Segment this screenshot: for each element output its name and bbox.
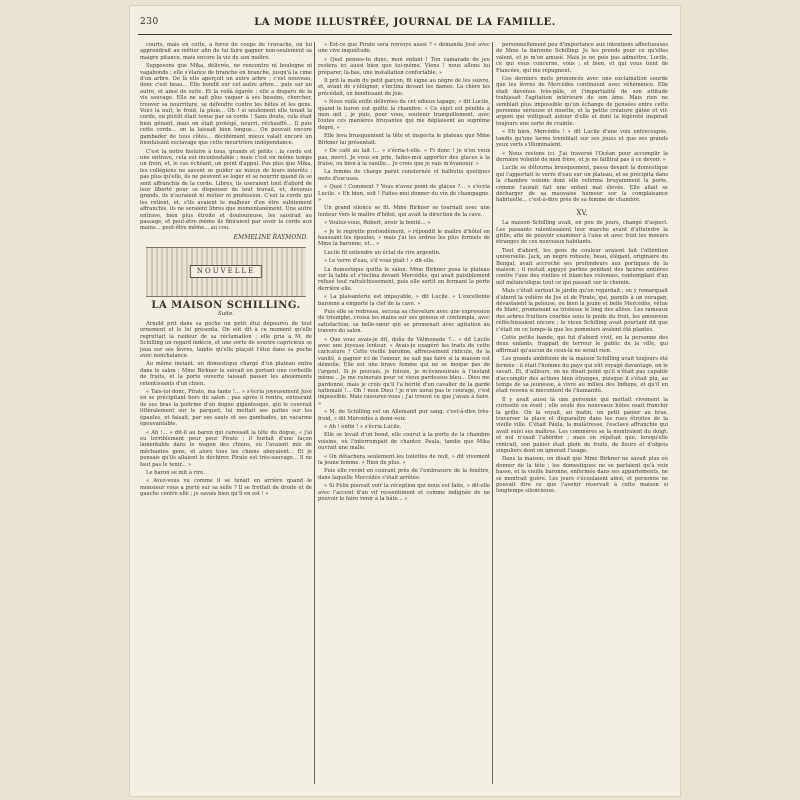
paragraph: « M. de Schilling est un Allemand pur sang, c'est-à-dire très-froid, » dit Mercédès à demi-voix.: [318, 409, 490, 422]
paragraph: Dans la maison, on disait que Mme Birkner ne savait plus où donner de la tête ; les domestiques ne se parlaient qu'à voix basse, et la vieille baronne, enfermée dans ses appartements, ne se montrait guère. Les jours s'écoulaient ainsi, et personne ne pouvait dire ce que l'avenir réservait à cette maison si longtemps silencieuse.: [496, 456, 668, 495]
paragraph: Lucile fit entendre un éclat de rire argentin.: [324, 249, 441, 256]
paragraph: Les grands ambitions de la maison Schilling avait toujours été fermée : il était l'homme du pays qui eût voyagé davantage, on le savait. Et, d'ailleurs, on ne disait point qu'il n'était pas capable d'accomplir des actions bien étranges, puisque il s'était plu, au temps de sa jeunesse, à vivre au milieu des Indiens, et qu'il en était revenu si mécontent de l'humanité.: [496, 356, 668, 395]
journal-title: LA MODE ILLUSTRÉE, JOURNAL DE LA FAMILLE.: [254, 17, 556, 28]
paragraph: Il y avait aussi là une personne qui mettait vivement la curiosité en éveil ; elle seule des nouveaux hôtes osait franchir la grille. On la voyait, au matin, un petit panier au bras, traverser la place et disparaître dans les rues étroites de la vieille ville. C'était Paula, la mulâtresse, l'esclave affranchie qui avait suivi ses maîtres. Les commères se la montraient du doigt, et nul n'osait l'aborder ; mais on répétait que, lorsqu'elle rentrait, son panier était plein de fruits, de fleurs et d'objets singuliers dont on ignorait l'usage.: [496, 396, 668, 454]
paragraph: Le baron se mit à rire.: [146, 469, 205, 476]
paragraph: Elle leva brusquement la tête et inspecta le plateau que Mme Birkner lui présentait.: [318, 133, 490, 146]
journal-page: [130, 6, 680, 796]
paragraph: Lucile se détourna brusquement, passa devant la domestique qui l'apportait le verre d'eau sur un plateau, et se précipita dans la chambre voisine dont elle referma bruyamment la porte, comme l'aurait fait une enfant mal élevée. Elle allait se décharger de sa mauvaise humeur sur la complaisance habituelle... c'est-à-dire près de sa femme de chambre.: [496, 165, 668, 204]
story-title: LA MAISON SCHILLING.: [151, 300, 301, 312]
paragraph: Un grand silence se fit. Mme Birkner se tournait avec une lenteur vers le maître d'hôtel, qui avait la direction de la cave.: [318, 205, 490, 218]
nouvelle-vignette: [146, 247, 306, 297]
paragraph: « Nous voilà enfin délivrées de cet odieux tapage, » dit Lucile, quand le baron eut quitté la chambre. « Ce sujet est pénible à mon œil ; je puis, pour vous, soutenir tranquillement, avec toutes ces manières bruyantes qui me déplaisent au suprême degré, »: [318, 99, 490, 131]
author-signature: EMMELINE RAYMOND.: [233, 233, 308, 241]
paragraph: Il prit la main du petit garçon, fit signe au nègre de les suivre, et, avant de s'éloigner, s'inclina devant les dames. La chère les précédait, en bondissant de joie.: [318, 78, 490, 97]
paragraph: C'est la notre histoire à tous, grands et petits : la corde est une entrave, cela est incontestable ; mais c'est en même temps un frein, et, le cas échéant, un point d'appui. Pas plus que Mika, les collégiens ne savent se guider au mieux de leurs intérêts ; pas plus qu'elle, ils ne peuvent se loger et se nourrir quand ils se sont affranchis de la corde. Libres, ils useraient tout d'abord de leur liberté pour se dispenser de tout travail, et, devenus grands, ils n'auraient ni métier ni profession. C'est la corde qui les retient, et, s'ils avaient le malheur d'en être subitement affranchis, ils ne seraient libres que momentanément. Une autre entrave, bien plus étroite et douloureuse, les saisirait au passage, et peut-être même ils finiraient par avoir la corde aux mains... peut-être même... au cou.: [140, 148, 312, 232]
paragraph: Ces derniers mots prononcés avec une exclamation sourde que les lèvres de Mercédès continuent avec véhémence. Elle était devenue très-pâle, et l'impartialité de son attitude trahissait l'agitation intérieure de son âme. Mais rien ne semblait plus impossible qu'un échange de pensées entre cette personne sérieuse et muette, et la petite créature gâtée et vif-argent qui voltigeait autour d'elle et dont la légèreté inspirait toujours une sorte de crainte.: [496, 76, 668, 127]
column-rule: [314, 42, 315, 784]
paragraph: « La plaisanterie est impayable, » dit Lucile. « L'excellente baronne a emporté la clef de la cave. »: [318, 294, 490, 307]
paragraph: « Je le regrette profondément, » répondit le maître d'hôtel en haussant les épaules, « mais j'ai les ordres les plus formels de Mme la baronne, et... »: [318, 228, 490, 248]
paragraph: « De café au lait !... » s'écria-t-elle. « Fi donc ! je n'en veux pas, merci. Je vous en prie, faites-moi apporter des glaces à la fraise, ou bien à la vanille... Je crois que je vais m'évanouir. »: [318, 148, 490, 167]
column-3: [496, 42, 668, 784]
paragraph: La femme de charge parut consternée et balbutia quelques mots d'excuses.: [318, 169, 490, 182]
paragraph: « Nous restons ici. J'ai traversé l'Océan pour accomplir la dernière volonté de mon frère, et je ne faillirai pas à ce devoir. »: [496, 150, 668, 163]
paragraph: « Ah ! enfin ! » s'écria Lucile.: [324, 423, 402, 430]
paragraph: « Quel penses-tu donc, mon enfant ! Ton camarade de jeu restera ici aussi bien que toi-même. Viens ! nous allons lui préparer, là-bas, une installation confortable. »: [318, 56, 490, 76]
paragraph: Elle se levait d'un bond, elle courut à la porte de la chambre voisine, où l'interrompait de chanter. Paula, tandis que Mika ouvrait une malle.: [318, 432, 490, 452]
paragraph: Au même instant, un domestique chargé d'un plateau entra dans le salon ; Mme Birkner le suivait en portant une corbeille de fruits, et la porte ouverte laissait passer les aboiements retentissants d'un chien.: [140, 361, 312, 387]
paragraph: « Est-ce que Pirate sera renvoyé aussi ? » demanda José avec une vive inquiétude.: [318, 42, 490, 55]
paragraph: « Que vous avais-je dit, doña de Valmonade ?... » dit Lucile avec une joyeuse lenteur. « Avais-je exagéré les traits de cette caricature ? Cette vieille baronne, affreusement ridicule, de la vanité, à gagner ici de l'amour, ne sait pas faire si la maison est démolie. Elle est une brave femme qui ne se moque pas de l'argent. Si je pouvais, je fuirais, je m'évanouirais à l'instant même... Je me ruinerais pour ce vieux pardessus bleu... Dieu me pardonne, mais je crois qu'il l'a hérité d'un cavalier de la garde nationale !... Oh ! mon Dieu ! je n'en aurai pas le courage, c'est impossible. Mais rassurez-vous ; j'ai trouvé ce que j'avais à faire. »: [318, 336, 490, 407]
paragraph: Supposons que Mika, délivrée, ne rencontre ni boulogne ni vagabonds ; elle s'élance de branche en branche, jusqu'à la cime d'un arbre. De là elle aperçoit un autre arbre ; c'est nouveau, donc c'est beau... Elle bondit sur cet autre arbre... puis sur un autre, et ainsi de suite. Et la voilà égarée ; elle a disparu de la vie sauvage. Elle ne sait plus vaquer à ses besoins, chercher, trouver sa nourriture, se défendre contre les bêtes et les gens. Voici la nuit, le froid, la pluie... Oh ! si seulement elle tenait la corde, ou plutôt était tenue par sa corde ! Sans doute, cela était bien gênant, mais on était protégé, nourri, réchauffé... Il puis cette corde... on la laissait bien longue... On pouvait encore gambader de tous côtés... décidément mieux valait encore un bienfaisant esclavage que cette meurtrière indépendance.: [140, 63, 312, 147]
paragraph: La domestique quitta le salon. Mme Birkner posa le plateau sur la table et s'inclina devant Mercédès, qui avait paisiblement refusé tout rafraîchissement, puis elle sortit en fermant la porte derrière elle.: [318, 266, 490, 292]
paragraph: « Avez-vous vu comme il se tenait en arrière quand le monsieur vous a porté sur sa selle ? Il se frottait de droite et de gauche contre elle ; je savais bien qu'il en est ! »: [140, 478, 312, 498]
page-header: [138, 14, 672, 35]
paragraph: « On détachera seulement les toilettes de nuit, » dit vivement la jeune femme. « Rien de plus. »: [318, 453, 490, 466]
paragraph: « Quoi ! Comment ? Vous n'avez point de glaces ?... » s'écria Lucile. « Eh bien, soit ! Faites-moi donner du vin de champagne. »: [318, 184, 490, 203]
chapter-heading: XV.: [576, 208, 588, 217]
column-2: [318, 42, 490, 784]
paragraph: Tout d'abord, les gens de couleur avaient fait l'attention universelle. Jack, un nègre robuste, beau, élégant, originaire du Bengal, avait accroché ses profondeurs aux portiques de la maison ; il restait appuyé parfois pendant des heures entières contre l'une des vieilles et blanches colonnes, contemplant d'un œil mélancolique tout ce qui passait sur le chemin.: [496, 247, 668, 286]
column-rule: [492, 42, 493, 784]
paragraph: Arnold prit dans sa poche un petit étui dépourvu de tout ornement et le lui présenta. On eût dit à ce moment qu'elle regrettait la raideur de sa réclamation ; elle pria à M. de Schilling un regard indécis, et une sorte de sourire capricieux se joua sur ses lèvres, tandis qu'elle plaçait l'étui dans sa poche avec nonchalance.: [140, 321, 312, 360]
story-subtitle: Suite.: [217, 310, 235, 317]
paragraph: Mais c'était surtout le jardin qu'on regardait ; on y remarquait d'abord la volière de Jos et de Pirate, qui, pareils à un ouragan, dévastaient la pelouse, ou bien la jeune et belle Mercédès, vêtue de blanc, promenant sa tristesse le long des allées. Les rameaux des arbres fruitiers courbés sous le poids du fruit, les amoureux réfléchissaient encore ; le vieux Schilling avait pourtant dit que c'était en ce temps-là que les pommiers avaient été plantés.: [496, 288, 668, 333]
paragraph: Cette petite bande, qui fut d'abord vivif, en la personne des deux enfants, frappait de terreur le public de la ville, qui affirmait qu'aucun de ceux-là ne serait rien.: [496, 335, 668, 354]
paragraph: personnellement peu d'importance aux intentions affectueuses de Mme la baronne Schilling. Je les prends pour ce qu'elles valent, et je m'en amuse. Mais je ne puis pas admettre, Lucile, ce qui vous concerne, vous ; et bien, et qui vous tient de Fiancées, qui me répugnent.: [496, 42, 668, 74]
paragraph: courts, mais en cotte, à force de coups de cravache, on lui apprendrait au mêtier afin de lui faire gagner non-seulement sa maigre pitance, mais encore la vie de son maître.: [140, 42, 312, 61]
paragraph: « Le verre d'eau, s'il vous plaît ! » dit-elle.: [324, 258, 435, 265]
paragraph: « Tais-toi donc, Pirate, ma tante !... » s'écria joyeusement José en se précipitant hors du salon ; pas après il rentra, entourant de ses bras la poitrine d'un dogue gigantesque, qui le couvrait littéralement sur le parquet, lui mettait ses pattes sur les épaules, et faisait, par ses sauts et ses gambades, un vacarme épouvantable.: [140, 389, 312, 428]
page-number: 230: [140, 17, 159, 27]
paragraph: Puis elle revint en courant près de l'embrasure de la fenêtre, dans laquelle Mercédès s'était arrêtée.: [318, 468, 490, 481]
paragraph: La maison Schilling avait, en peu de jours, changé d'aspect. Les passants ralentissaient leur marche avant d'atteindre la grille, afin de pouvoir examiner à l'aise et avec fruit les moeurs étranges de ces nouveaux habitants.: [496, 220, 668, 246]
column-1: [140, 42, 312, 784]
vignette-label: NOUVELLE: [190, 265, 262, 277]
paragraph: Puis elle se redressa, secoua sa chevelure avec une expression de triomphe, croisa les mains sur ses genoux et contempla, avec satisfaction, sa belle-sœur qui se promenait avec agitation au travers du salon.: [318, 309, 490, 335]
paragraph: « Eh bien, Mercédès ! » dit Lucile d'une voix entrecoupée, tandis qu'une larme tremblait sur ses joues et que ses grands yeux verts s'illuminaient.: [496, 129, 668, 149]
paragraph: « Voulez-vous, Robert, avoir la bonté... »: [324, 220, 431, 227]
paragraph: « Si Félix pouvait voir la réception qui nous est faite, » dit-elle avec l'accent d'un vif ressentiment et comme indignée de ne pouvoir le faire venir à la hâte... »: [318, 483, 490, 502]
paragraph: « Ah !... » dit-il au baron qui caressait la tête du dogue, « j'ai eu terriblement peur pour Pirate ; il hurlait d'une façon lamentable dans le wagon des chiens, où l'avaient mis de méchantes gens, et alors tous les chiens aboyaient... Et je pensais qu'ils allaient le déchirer. Pirate est très-sauvage... Il ne faut pas le tenir... »: [140, 429, 312, 468]
